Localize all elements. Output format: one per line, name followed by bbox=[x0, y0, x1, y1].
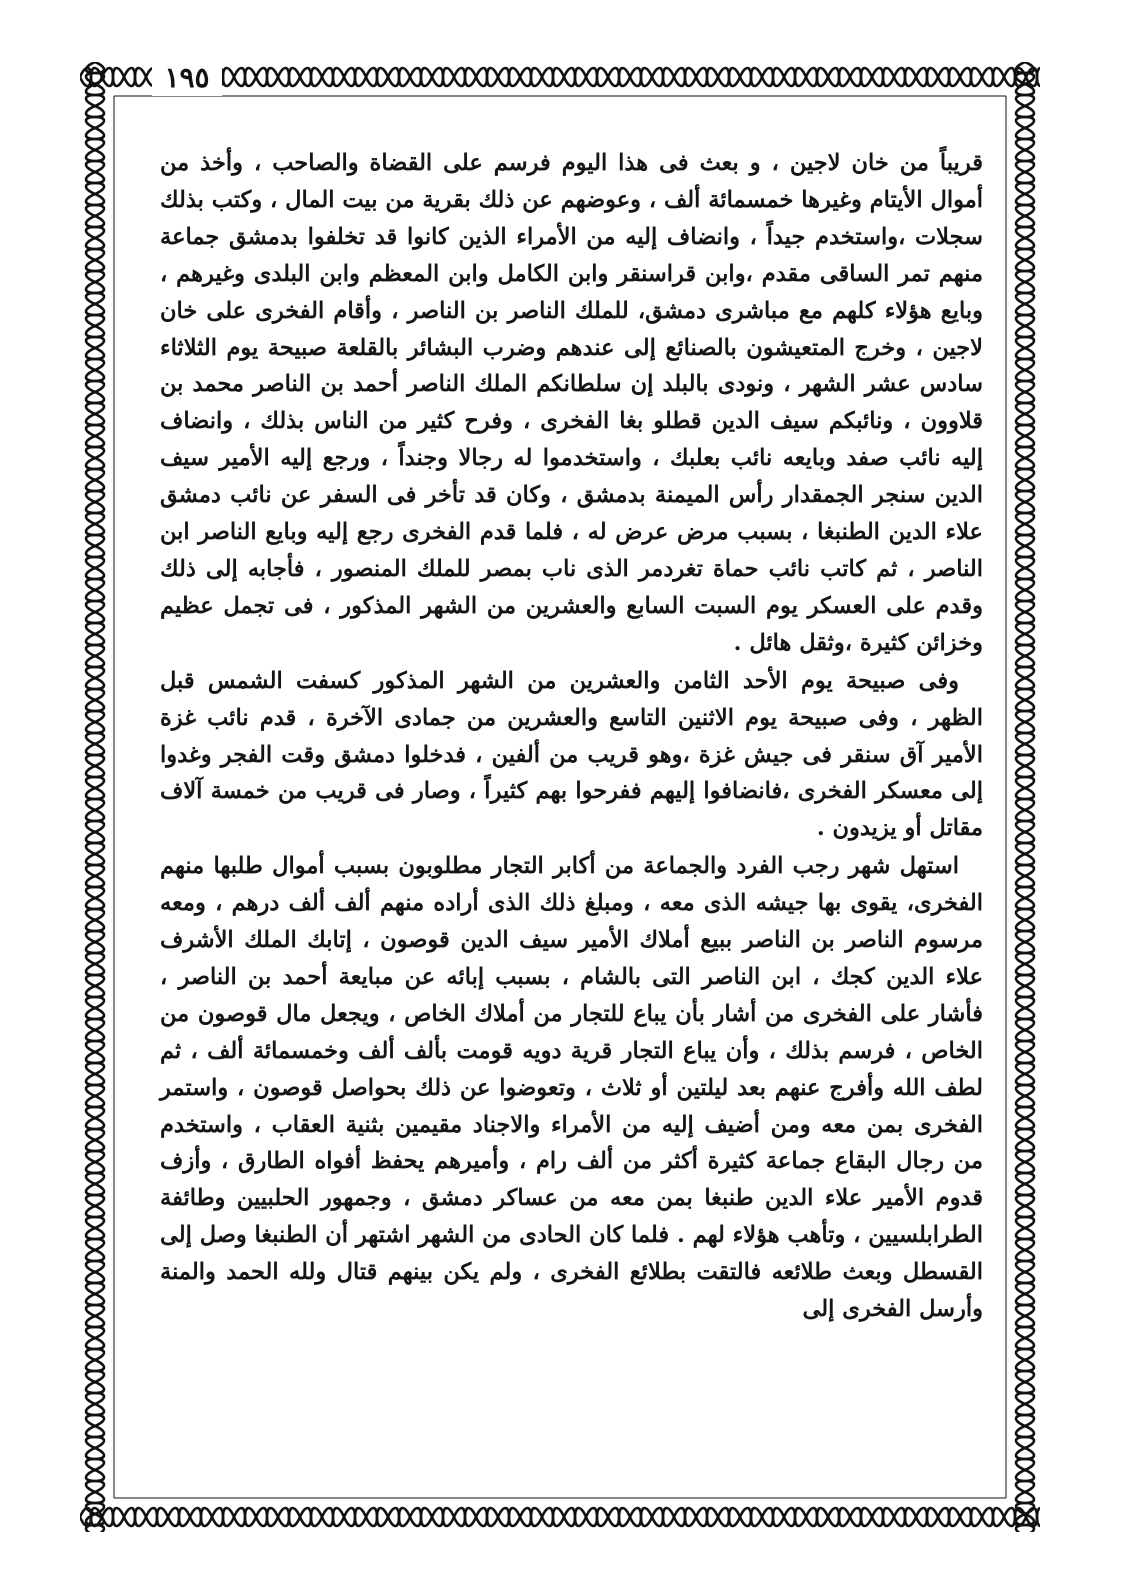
page-body bbox=[160, 145, 983, 1475]
paragraph: قريباً من خان لاجين ، و بعث فى هذا اليوم فرسم على القضاة والصاحب ، وأخذ من أموال الأيتام وغيرها خمسمائة ألف ، وعوضهم عن ذلك بقرية من بيت المال ، وكتب بذلك سجلات ،واستخدم جيداً ، وانضاف إليه من الأمراء الذين كانوا قد تخلفوا بدمشق جماعة منهم تمر الساقى مقدم ،وابن قراسنقر وابن الكامل وابن المعظم وابن البلدى وغيرهم ، وبايع هؤلاء كلهم مع مباشرى دمشق، للملك الناصر بن الناصر ، وأقام الفخرى على خان لاجين ، وخرج المتعيشون بالصنائع إلى عندهم وضرب البشائر بالقلعة صبيحة يوم الثلاثاء سادس عشر الشهر ، ونودى بالبلد إن سلطانكم الملك الناصر أحمد بن الناصر محمد بن قلاوون ، ونائبكم سيف الدين قطلو بغا الفخرى ، وفرح كثير من الناس بذلك ، وانضاف إليه نائب صفد وبايعه نائب بعلبك ، واستخدموا له رجالا وجنداً ، ورجع إليه الأمير سيف الدين سنجر الجمقدار رأس الميمنة بدمشق ، وكان قد تأخر فى السفر عن نائب دمشق علاء الدين الطنبغا ، بسبب مرض عرض له ، فلما قدم الفخرى رجع إليه وبايع الناصر ابن الناصر ، ثم كاتب نائب حماة تغردمر الذى ناب بمصر للملك المنصور ، فأجابه إلى ذلك وقدم على العسكر يوم السبت السابع والعشرين من الشهر المذكور ، فى تجمل عظيم وخزائن كثيرة ،وثقل هائل . bbox=[160, 150, 983, 656]
page-number: ١٩٥ bbox=[152, 60, 222, 96]
paragraph: وفى صبيحة يوم الأحد الثامن والعشرين من الشهر المذكور كسفت الشمس قبل الظهر ، وفى صبيحة يوم الاثنين التاسع والعشرين من جمادى الآخرة ، قدم نائب غزة الأمير آق سنقر فى جيش غزة ،وهو قريب من ألفين ، فدخلوا دمشق وقت الفجر وغدوا إلى معسكر الفخرى ،فانضافوا إليهم ففرحوا بهم كثيراً ، وصار فى قريب من خمسة آلاف مقاتل أو يزيدون . bbox=[160, 667, 983, 842]
paragraph: استهل شهر رجب الفرد والجماعة من أكابر التجار مطلوبون بسبب أموال طلبها منهم الفخرى، يقوى بها جيشه الذى معه ، ومبلغ ذلك الذى أراده منهم ألف ألف درهم ، ومعه مرسوم الناصر بن الناصر ببيع أملاك الأمير سيف الدين قوصون ، إتابك الملك الأشرف علاء الدين كجك ، ابن الناصر التى بالشام ، بسبب إبائه عن مبايعة أحمد بن الناصر ، فأشار على الفخرى من أشار بأن يباع للتجار من أملاك الخاص ، ويجعل مال قوصون من الخاص ، فرسم بذلك ، وأن يباع التجار قرية دويه قومت بألف ألف وخمسمائة ألف ، ثم لطف الله وأفرج عنهم بعد ليلتين أو ثلاث ، وتعوضوا عن ذلك بحواصل قوصون ، واستمر الفخرى بمن معه ومن أضيف إليه من الأمراء والاجناد مقيمين بثنية العقاب ، واستخدم من رجال البقاع جماعة كثيرة أكثر من ألف رام ، وأميرهم يحفظ أفواه الطارق ، وأزف قدوم الأمير علاء الدين طنبغا بمن معه من عساكر دمشق ، وجمهور الحلبيين وطائفة الطرابلسيين ، وتأهب هؤلاء لهم . فلما كان الحادى من الشهر اشتهر أن الطنبغا وصل إلى القسطل وبعث طلائعه فالتقت بطلائع الفخرى ، ولم يكن بينهم قتال ولله الحمد والمنة وأرسل الفخرى إلى bbox=[160, 853, 983, 1323]
